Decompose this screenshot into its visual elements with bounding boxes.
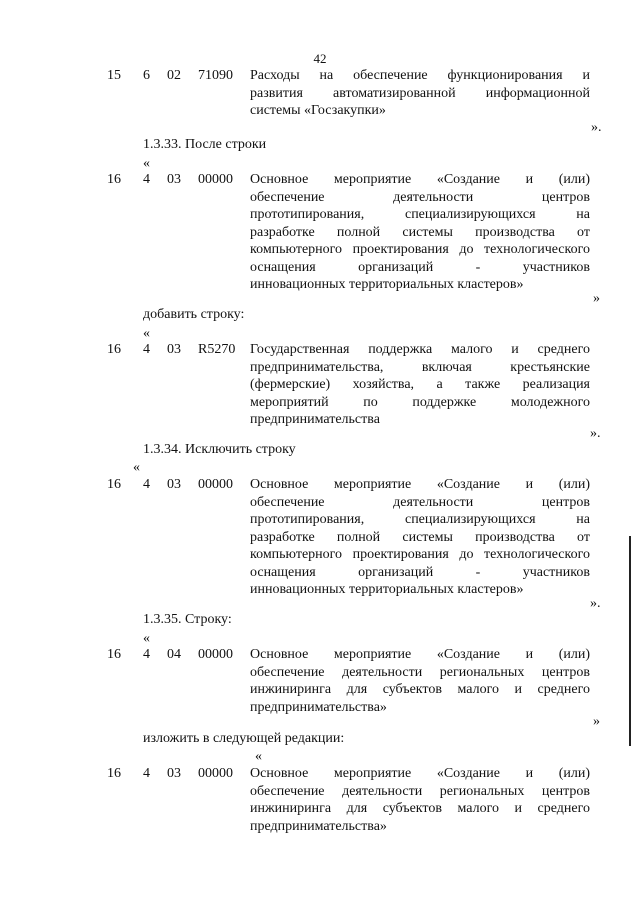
code-section: 15 <box>107 68 121 83</box>
instruction-heading: 1.3.33. После строки <box>143 137 267 152</box>
code-section: 16 <box>107 766 121 781</box>
page-number: 42 <box>313 51 327 66</box>
code-expense: R5270 <box>198 342 236 357</box>
description-line: мероприятий по поддержке молодежного <box>250 394 590 410</box>
code-subsection: 4 <box>143 172 150 187</box>
description-line: оснащения организаций - участников <box>250 564 590 580</box>
row-description <box>250 476 590 599</box>
row-description <box>250 765 590 835</box>
row-description <box>250 646 590 716</box>
description-line: разработке полной системы производства от <box>250 224 590 240</box>
code-subsection: 4 <box>143 477 150 492</box>
code-program: 03 <box>167 172 181 187</box>
description-line: оснащения организаций - участников <box>250 259 590 275</box>
instruction-heading: добавить строку: <box>143 307 245 322</box>
description-line: инжиниринга для субъектов малого и среднего <box>250 801 590 816</box>
description-line: предпринимательства, включая крестьянские <box>250 359 590 375</box>
closing-quote: » <box>593 291 600 306</box>
opening-quote: « <box>255 749 262 764</box>
instruction-heading: 1.3.34. Исключить строку <box>143 442 296 457</box>
code-subsection: 4 <box>143 766 150 781</box>
description-line: развития автоматизированной информационной <box>250 85 590 101</box>
description-line: прототипирования, специализирующихся на <box>250 512 590 527</box>
opening-quote: « <box>143 631 150 646</box>
row-description <box>250 341 590 429</box>
description-line: разработке полной системы производства от <box>250 529 590 545</box>
opening-quote: « <box>133 460 140 475</box>
description-line: компьютерного проектирования до технологического <box>250 242 590 257</box>
instruction-heading: изложить в следующей редакции: <box>143 731 345 746</box>
code-subsection: 6 <box>143 68 150 83</box>
code-program: 03 <box>167 342 181 357</box>
code-section: 16 <box>107 647 121 662</box>
opening-quote: « <box>143 326 150 341</box>
code-expense: 71090 <box>198 68 233 83</box>
closing-quote: ». <box>590 426 601 441</box>
description-line: инжиниринга для субъектов малого и среднего <box>250 682 590 697</box>
description-line: предпринимательства <box>250 412 380 427</box>
closing-quote: » <box>593 714 600 729</box>
description-line: Основное мероприятие «Создание и (или) <box>250 172 590 187</box>
code-program: 04 <box>167 647 181 662</box>
code-section: 16 <box>107 172 121 187</box>
description-line: обеспечение деятельности региональных центров <box>250 783 590 799</box>
code-program: 02 <box>167 68 181 83</box>
description-line: Основное мероприятие «Создание и (или) <box>250 647 590 662</box>
code-expense: 00000 <box>198 172 233 187</box>
code-expense: 00000 <box>198 766 233 781</box>
row-description <box>250 171 590 294</box>
code-program: 03 <box>167 477 181 492</box>
description-line: предпринимательства» <box>250 818 387 834</box>
description-line: системы «Госзакупки» <box>250 103 386 118</box>
code-section: 16 <box>107 342 121 357</box>
code-subsection: 4 <box>143 647 150 662</box>
instruction-heading: 1.3.35. Строку: <box>143 612 232 627</box>
description-line: обеспечение деятельности центров <box>250 494 590 510</box>
opening-quote: « <box>143 156 150 171</box>
description-line: предпринимательства» <box>250 699 387 715</box>
code-section: 16 <box>107 477 121 492</box>
description-line: компьютерного проектирования до технологического <box>250 547 590 562</box>
description-line: инновационных территориальных кластеров» <box>250 277 524 292</box>
description-line: обеспечение деятельности региональных центров <box>250 664 590 680</box>
description-line: Государственная поддержка малого и среднего <box>250 342 590 357</box>
row-description <box>250 67 590 120</box>
description-line: Основное мероприятие «Создание и (или) <box>250 766 590 781</box>
description-line: Основное мероприятие «Создание и (или) <box>250 477 590 492</box>
description-line: Расходы на обеспечение функционирования и <box>250 68 590 83</box>
closing-quote: ». <box>591 120 602 135</box>
description-line: (фермерские) хозяйства, а также реализация <box>250 377 590 392</box>
description-line: обеспечение деятельности центров <box>250 189 590 205</box>
scan-artifact-line <box>629 536 631 746</box>
code-subsection: 4 <box>143 342 150 357</box>
closing-quote: ». <box>590 596 601 611</box>
code-expense: 00000 <box>198 477 233 492</box>
description-line: прототипирования, специализирующихся на <box>250 207 590 222</box>
description-line: инновационных территориальных кластеров» <box>250 582 524 597</box>
code-program: 03 <box>167 766 181 781</box>
code-expense: 00000 <box>198 647 233 662</box>
